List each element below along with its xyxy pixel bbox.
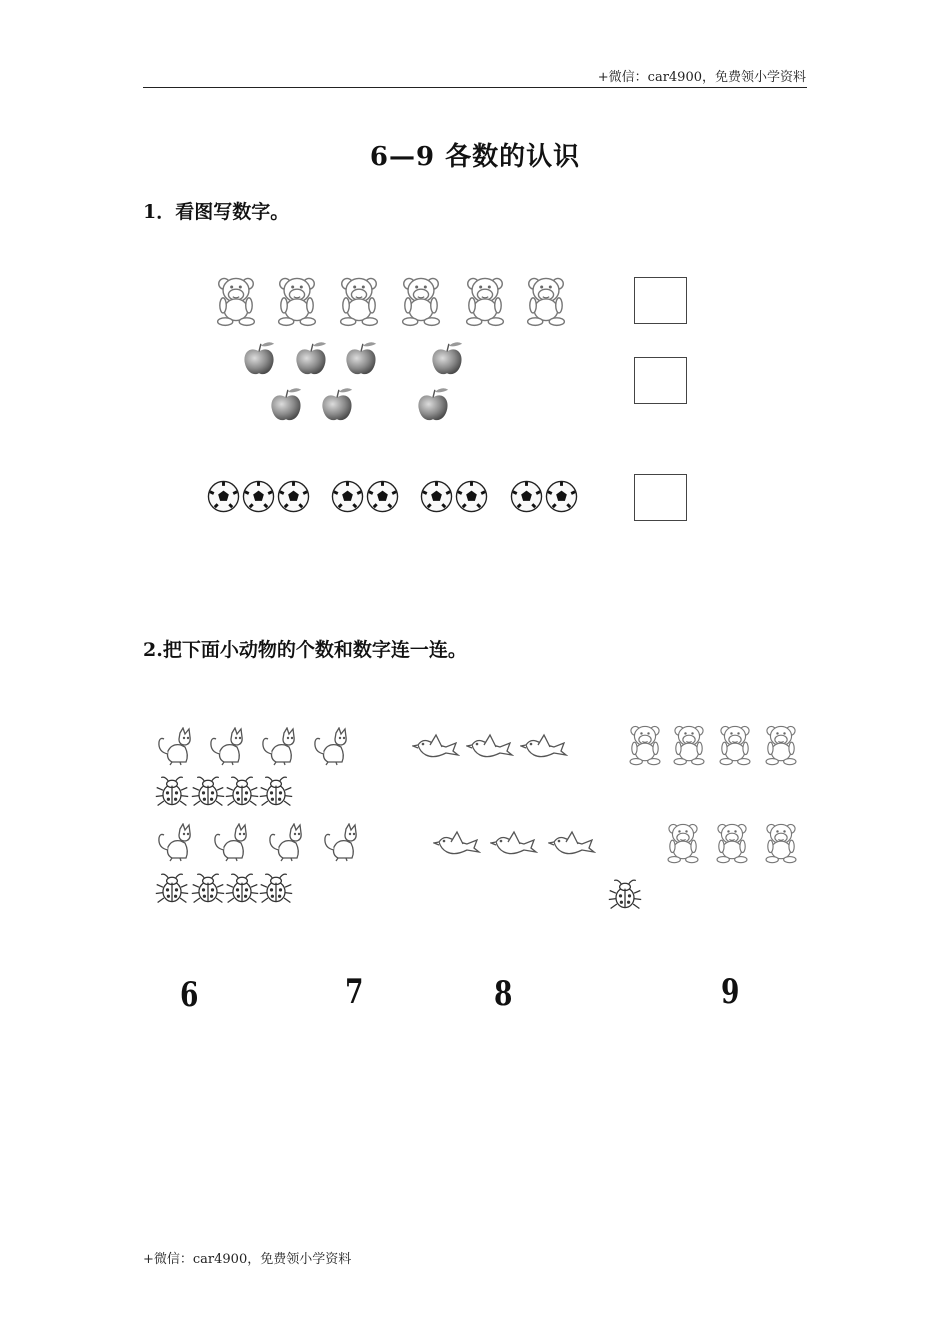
answer-box-apples[interactable]	[634, 357, 687, 404]
answer-box-balls[interactable]	[634, 474, 687, 521]
beetle-icon	[190, 870, 226, 908]
soccer-ball-icon	[455, 480, 488, 513]
apple-icon	[267, 386, 305, 424]
number-8[interactable]: 8	[494, 974, 513, 1014]
footer-text: +微信：car4900，免费领小学资料	[143, 1252, 352, 1267]
cat-icon	[320, 823, 364, 863]
cat-icon	[258, 727, 302, 767]
soccer-ball-icon	[545, 480, 578, 513]
beetle-icon	[258, 773, 294, 811]
monkey-icon	[717, 722, 753, 766]
apple-icon	[292, 340, 330, 378]
beetle-icon	[154, 870, 190, 908]
number-7[interactable]: 7	[345, 972, 364, 1012]
beetle-icon	[190, 773, 226, 811]
soccer-ball-icon	[207, 480, 240, 513]
soccer-ball-icon	[277, 480, 310, 513]
number-9[interactable]: 9	[721, 972, 740, 1012]
soccer-ball-icon	[242, 480, 275, 513]
answer-box-monkeys[interactable]	[634, 277, 687, 324]
apple-icon	[240, 340, 278, 378]
monkey-icon	[462, 273, 508, 327]
bird-icon	[412, 731, 460, 763]
bird-icon	[433, 828, 481, 860]
apple-icon	[342, 340, 380, 378]
beetle-icon	[258, 870, 294, 908]
monkey-icon	[665, 820, 701, 864]
monkey-icon	[671, 722, 707, 766]
question-1-label: 1．看图写数字。	[143, 201, 290, 223]
beetle-icon	[607, 876, 643, 914]
monkey-icon	[523, 273, 569, 327]
cat-icon	[310, 727, 354, 767]
header-divider	[143, 87, 807, 88]
beetle-icon	[154, 773, 190, 811]
cat-icon	[154, 727, 198, 767]
monkey-icon	[763, 820, 799, 864]
monkey-icon	[274, 273, 320, 327]
cat-icon	[265, 823, 309, 863]
bird-icon	[548, 828, 596, 860]
monkey-icon	[714, 820, 750, 864]
cat-icon	[206, 727, 250, 767]
apple-icon	[428, 340, 466, 378]
number-6[interactable]: 6	[180, 975, 199, 1015]
monkey-icon	[336, 273, 382, 327]
soccer-ball-icon	[366, 480, 399, 513]
beetle-icon	[224, 773, 260, 811]
bird-icon	[490, 828, 538, 860]
bird-icon	[466, 731, 514, 763]
monkey-icon	[213, 273, 259, 327]
cat-icon	[154, 823, 198, 863]
apple-icon	[414, 386, 452, 424]
monkey-icon	[627, 722, 663, 766]
soccer-ball-icon	[331, 480, 364, 513]
bird-icon	[520, 731, 568, 763]
apple-icon	[318, 386, 356, 424]
cat-icon	[210, 823, 254, 863]
question-2-label: 2.把下面小动物的个数和数字连一连。	[143, 639, 467, 661]
monkey-icon	[763, 722, 799, 766]
monkey-icon	[398, 273, 444, 327]
soccer-ball-icon	[420, 480, 453, 513]
beetle-icon	[224, 870, 260, 908]
header-text: +微信：car4900，免费领小学资料	[597, 70, 806, 85]
page-title: 6—9 各数的认识	[369, 142, 581, 172]
soccer-ball-icon	[510, 480, 543, 513]
